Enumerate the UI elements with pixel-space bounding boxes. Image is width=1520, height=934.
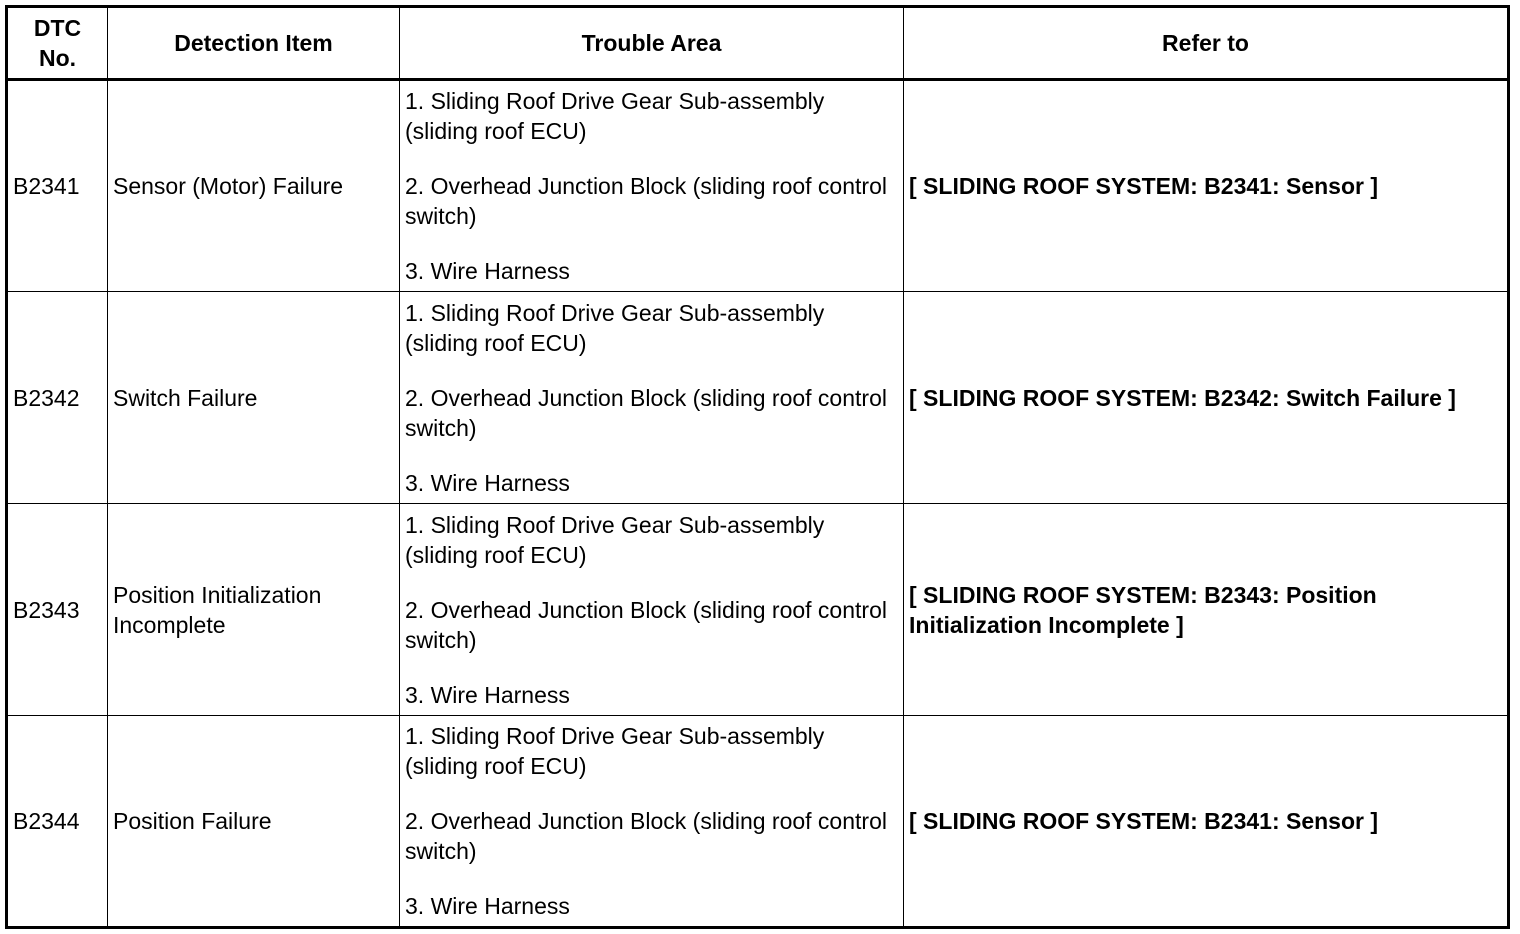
table-row <box>7 292 1509 504</box>
trouble-area-item: 2. Overhead Junction Block (sliding roof control switch) <box>405 808 887 864</box>
trouble-area-item: 2. Overhead Junction Block (sliding roof control switch) <box>405 596 887 653</box>
trouble-area-item: 3. Wire Harness <box>405 469 570 496</box>
detection-item: Position Initialization Incomplete <box>108 504 400 716</box>
header-dtc-line2: No. <box>38 45 77 71</box>
header-trouble-area: Trouble Area <box>400 7 904 80</box>
table-body <box>7 80 1509 928</box>
detection-item: Sensor (Motor) Failure <box>108 80 400 292</box>
trouble-area-cell <box>400 504 904 716</box>
refer-to-link[interactable]: [ SLIDING ROOF SYSTEM: B2341: Sensor ] <box>904 80 1509 292</box>
table-row <box>7 716 1509 928</box>
trouble-area-item: 2. Overhead Junction Block (sliding roof control switch) <box>405 173 887 229</box>
trouble-area-item: 1. Sliding Roof Drive Gear Sub-assembly (sliding roof ECU) <box>405 299 825 356</box>
table-header <box>7 7 1509 80</box>
header-row <box>7 7 1509 80</box>
table-row <box>7 80 1509 292</box>
refer-to-link[interactable]: [ SLIDING ROOF SYSTEM: B2341: Sensor ] <box>904 716 1509 928</box>
trouble-area-item: 3. Wire Harness <box>405 258 570 284</box>
trouble-area-item: 1. Sliding Roof Drive Gear Sub-assembly (sliding roof ECU) <box>405 88 825 144</box>
dtc-code: B2342 <box>7 292 108 504</box>
table-row <box>7 504 1509 716</box>
dtc-code: B2341 <box>7 80 108 292</box>
header-dtc-line1: DTC <box>33 15 82 41</box>
header-detection-item: Detection Item <box>108 7 400 80</box>
detection-item: Position Failure <box>108 716 400 928</box>
dtc-code: B2343 <box>7 504 108 716</box>
header-dtc-no <box>7 7 108 80</box>
trouble-area-cell <box>400 80 904 292</box>
trouble-area-item: 2. Overhead Junction Block (sliding roof control switch) <box>405 384 887 441</box>
trouble-area-item: 1. Sliding Roof Drive Gear Sub-assembly (sliding roof ECU) <box>405 511 825 568</box>
detection-item: Switch Failure <box>108 292 400 504</box>
refer-to-link[interactable]: [ SLIDING ROOF SYSTEM: B2342: Switch Failure ] <box>904 292 1509 504</box>
dtc-table <box>5 5 1510 929</box>
header-refer-to: Refer to <box>904 7 1509 80</box>
trouble-area-item: 3. Wire Harness <box>405 893 570 919</box>
trouble-area-cell <box>400 292 904 504</box>
trouble-area-item: 1. Sliding Roof Drive Gear Sub-assembly (sliding roof ECU) <box>405 723 825 779</box>
trouble-area-cell <box>400 716 904 928</box>
dtc-code: B2344 <box>7 716 108 928</box>
trouble-area-item: 3. Wire Harness <box>405 681 570 708</box>
refer-to-link[interactable]: [ SLIDING ROOF SYSTEM: B2343: Position Initialization Incomplete ] <box>904 504 1509 716</box>
